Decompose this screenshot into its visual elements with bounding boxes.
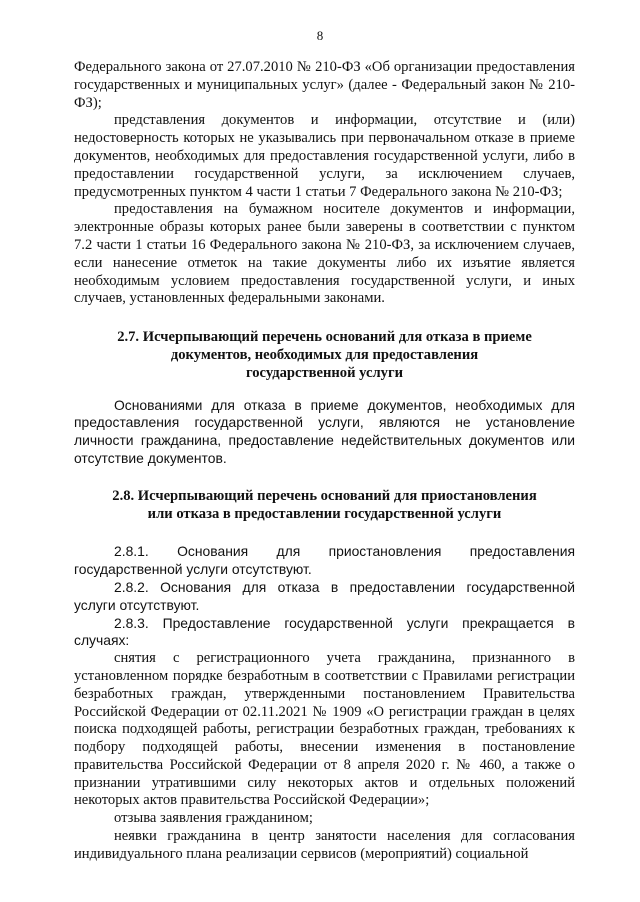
paragraph-paper-documents: предоставления на бумажном носителе документов и информации, электронные образы которых ранее были заверены в соответствии с пунктом 7.2 части 1 статьи 16 Федерального закона № 210-ФЗ, за исключением случаев, если нанесение отметок на такие документы либо их изъятие является необходимым условием предоставления государственной услуги, и иных случаев, установленных федеральными законами. <box>74 201 575 307</box>
section-2-7-heading-line-2: документов, необходимых для предоставления <box>170 346 479 363</box>
document-body <box>74 59 575 864</box>
section-2-7-body: Основаниями для отказа в приеме документов, необходимых для предоставления государственной услуги, являются не установление личности гражданина, предоставление недействительных документов или отсутствие документов. <box>74 396 575 466</box>
section-2-7-heading-line-1: 2.7. Исчерпывающий перечень оснований для отказа в приеме <box>117 329 532 346</box>
item-2-8-3: 2.8.3. Предоставление государственной услуги прекращается в случаях: <box>74 614 575 649</box>
section-2-8-heading-line-1: 2.8. Исчерпывающий перечень оснований для приостановления <box>112 487 537 504</box>
item-2-8-1: 2.8.1. Основания для приостановления предоставления государственной услуги отсутствуют. <box>74 543 575 578</box>
section-2-7-heading <box>74 329 575 382</box>
case-non-appearance: неявки гражданина в центр занятости населения для согласования индивидуального плана реализации сервисов (мероприятий) социальной <box>74 828 575 862</box>
item-2-8-2: 2.8.2. Основания для отказа в предоставлении государственной услуги отсутствуют. <box>74 578 575 613</box>
page-number: 8 <box>316 28 324 43</box>
section-2-7-heading-line-3: государственной услуги <box>245 364 404 381</box>
case-withdrawal: отзыва заявления гражданином; <box>114 810 313 827</box>
section-2-8-heading-line-2: или отказа в предоставлении государственной услуги <box>147 505 502 522</box>
case-deregistration: снятия с регистрационного учета гражданина, признанного в установленном порядке безработным в соответствии с Правилами регистрации безработных граждан, утвержденными постановлением Правительства Российской Федерации от 02.11.2021 № 1909 «О регистрации граждан в целях поиска подходящей работы, регистрации безработных граждан, требованиях к подбору подходящей работы, внесении изменения в постановление правительства Российской Федерации от 8 апреля 2020 г. № 460, а также о признании утратившими силу некоторых актов и отдельных положений некоторых актов правительства Российской Федерации»; <box>74 650 575 809</box>
section-2-8-heading <box>74 488 575 524</box>
paragraph-documents-not-indicated: представления документов и информации, отсутствие и (или) недостоверность которых не указывались при первоначальном отказе в приеме документов, необходимых для предоставления государственной услуги, либо в предоставлении государственной услуги, за исключением случаев, предусмотренных пунктом 4 части 1 статьи 7 Федерального закона № 210-ФЗ; <box>74 112 575 200</box>
paragraph-federal-law-reference: Федерального закона от 27.07.2010 № 210-ФЗ «Об организации предоставления государственных и муниципальных услуг» (далее - Федеральный закон № 210-ФЗ); <box>74 59 575 111</box>
